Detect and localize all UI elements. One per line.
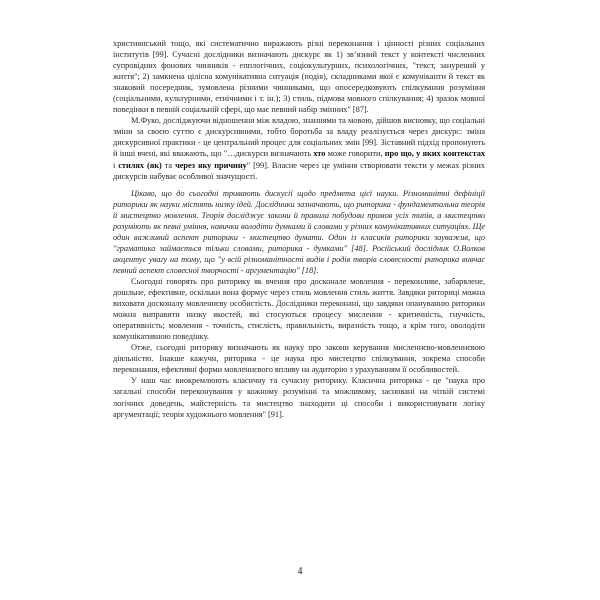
paragraph-2-text-mid3: та <box>161 160 176 170</box>
emphasis-about-what: про що, у яких контекстах <box>384 149 485 159</box>
paragraph-2-text-after: " [99]. Власне через це уміння створювати тексти у межах різних дискурсів набуває особливої значущості. <box>113 160 485 181</box>
page-number: 4 <box>297 566 303 577</box>
paragraph-2 <box>113 115 485 181</box>
emphasis-who: хто <box>313 149 326 159</box>
paragraph-2-text-mid1: може говорити, <box>325 149 385 159</box>
paragraph-5: Отже, сьогодні риторику визначають як науку про закони керування мисленнєво-мовленнєвою діяльністю. Інакше кажучи, риторика - це наука про мистецтво спілкування, зокрема способи переконання, ефективні форми мовленнєвого впливу на аудиторію з урахуванням її особливостей. <box>113 343 485 375</box>
emphasis-reason: через яку причину <box>175 160 247 170</box>
paragraph-4: Сьогодні говорять про риторику як вчення про досконале мовлення - переконливе, забарвлене, дошльне, ефективне, оскільки вона формує через стиль мовлення стиль життя. Завдяки риториці можна виховати досконалу мовленнєву особистість. Дослідники переконані, що завдяки опануванню риторики можна виправити низку якостей, які стосуються процесу мислення - критичність, гнучкість, оперативність; мовлення - точність, стислість, правильність, виразність тощо, а крім того, оволодіти комунікативною поведінку. <box>113 276 485 342</box>
paragraph-3: Цікаво, що до сьогодні тривають дискусії щодо предмета цієї науки. Різноманітні дефініції риторики як науки містять низку ідей. Дослідники зазначають, що риторика - фундаментальна теорія й мистецтво мовлення. Теорія досліджує закони й правила побудови промов усіх типів, а мистецтво розуміють як певні уміння, навички володіти думками й словами у різних комунікативних ситуаціях. Ще один важливий аспект риторики - мистецтво думати. Один із класиків риторики зауважив, що "граматика займається тільки словами, риторика - думками" [48]. Російський дослідник О.Волков акцентує увагу на тому, що "у всій різноманітності видів і родів творів словесності риторика вивчає певний аспект словесної творчості - аргументацію" [18]. <box>113 188 485 275</box>
paragraph-6: У наш час виокремлюють класичну та сучасну риторику. Класична риторика - це "наука про загальні способи переконування у кожному розумінні та можливому, засновані на чіткій системі логічних доведень, майстерність та мистецтво знаходити ці способи і використовувати логіку аргументації; теорія художнього мовлення" [91]. <box>113 376 485 419</box>
paragraph-1: християнський тощо, які систематично виражають різні переконання і цінності різних соціальних інститутів [99]. Сучасні дослідники визначають дискурс як 1) зв’язний текст у контексті численних супровідних фонових чинників - епплогічних, соціокультурних, психологічних, "текст, занурений у життя"; 2) замкнена цілісна комунікативна ситуація (подія), складниками якої є комуніканти й текст як знаковий посередник, зумовлена різними чинниками, що опосередковують спілкування розуміння (соціальними, культурними, етнічними і т. ін.); 3) стиль, підмова мовного спілкування; 4) зразок мовної поведінки в певній соціальній сфері, що має певний набір змінних" [87]. <box>113 39 485 115</box>
body-text <box>113 38 485 420</box>
paragraph-2-text-before: М.Фуко, досліджуючи відношення між владою, знаннями та мовою, дійшов висновку, що соціальні зміни за своєю суттю є дискурсивними, тобто боротьба за владу реалізується через дискурс: зміна дискурсивної практики - це центральний процес для соціальних змін [99]. Зіставний підхід пропонують й інші вчені, які вважають, що "…дискурси визначають <box>113 116 485 159</box>
emphasis-styles: стилях (як) <box>118 160 162 170</box>
paragraph-2-text-mid2: і <box>113 160 119 170</box>
